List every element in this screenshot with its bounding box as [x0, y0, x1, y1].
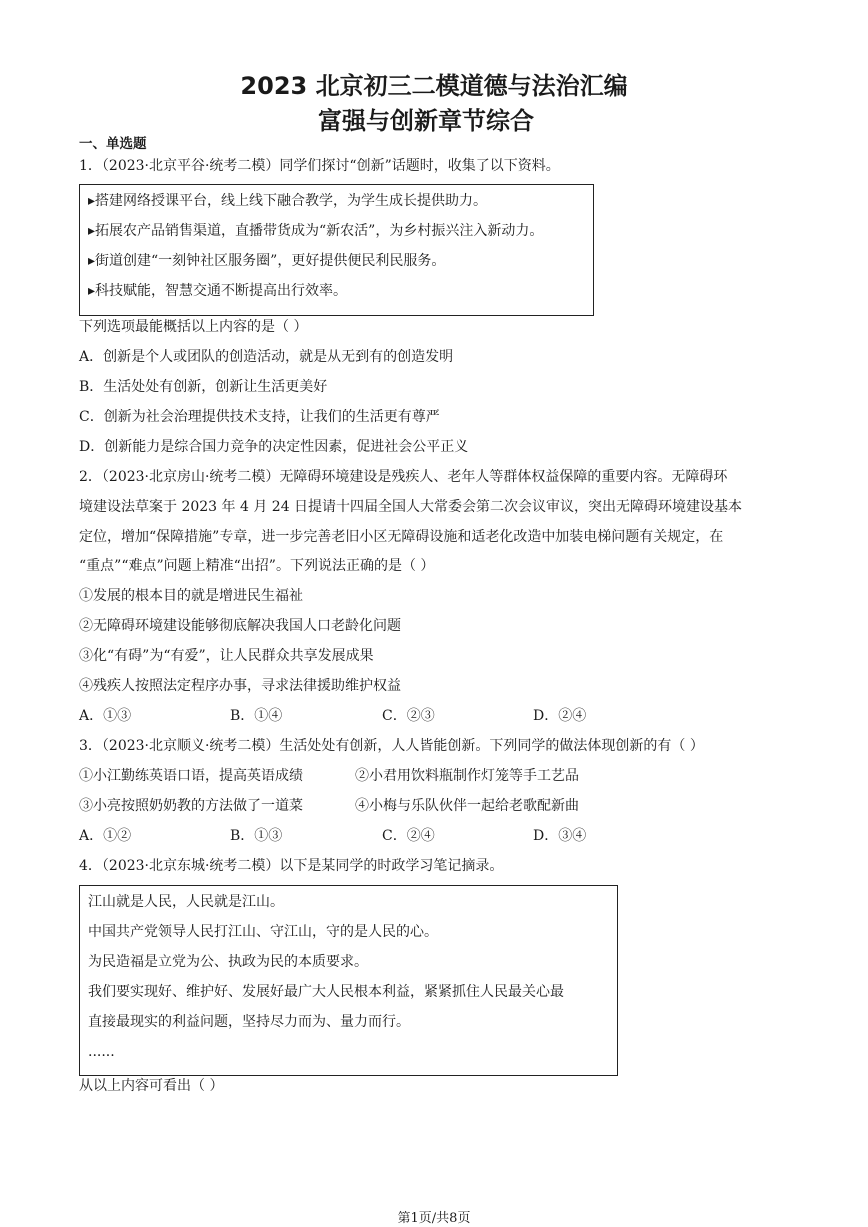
- question-1-stem: 1．（2023·北京平谷·统考二模）同学们探讨“创新”话题时，收集了以下资料。: [79, 158, 560, 174]
- question-2-item-3: ③化“有碍”为“有爱”，让人民群众共享发展成果: [79, 648, 374, 664]
- question-3-stem: 3．（2023·北京顺义·统考二模）生活处处有创新，人人皆能创新。下列同学的做法体现创新的有（ ）: [79, 738, 704, 754]
- question-1-option-d: D．创新能力是综合国力竞争的决定性因素，促进社会公平正义: [79, 439, 469, 455]
- question-1-option-a: A．创新是个人或团队的创造活动，就是从无到有的创造发明: [79, 349, 454, 365]
- note-line: 中国共产党领导人民打江山、守江山，守的是人民的心。: [88, 924, 438, 940]
- document-subtitle: 富强与创新章节综合: [318, 107, 534, 135]
- note-line: 为民造福是立党为公、执政为民的本质要求。: [88, 954, 368, 970]
- question-2-option-d: D．②④: [533, 708, 587, 724]
- question-1-option-b: B．生活处处有创新，创新让生活更美好: [79, 379, 328, 395]
- question-3-item-3: ③小亮按照奶奶教的方法做了一道菜: [79, 798, 303, 814]
- material-item: ▸街道创建“一刻钟社区服务圈”，更好提供便民利民服务。: [88, 253, 446, 269]
- question-2-option-c: C．②③: [382, 708, 435, 724]
- note-line: ......: [88, 1044, 115, 1060]
- question-3-item-4: ④小梅与乐队伙伴一起给老歌配新曲: [355, 798, 579, 814]
- material-item: ▸搭建网络授课平台，线上线下融合教学，为学生成长提供助力。: [88, 193, 488, 209]
- question-2-item-2: ②无障碍环境建设能够彻底解决我国人口老龄化问题: [79, 618, 401, 634]
- question-2-stem-line: 境建设法草案于 2023 年 4 月 24 日提请十四届全国人大常委会第二次会议审议，突出无障碍环境建设基本: [79, 499, 743, 515]
- question-2-stem-line: “重点”“难点”问题上精准“出招”。下列说法正确的是（ ）: [79, 558, 435, 574]
- question-3-option-c: C．②④: [382, 828, 435, 844]
- question-2-option-b: B．①④: [230, 708, 283, 724]
- question-4-notes-box: [79, 885, 618, 1076]
- material-item: ▸科技赋能，智慧交通不断提高出行效率。: [88, 283, 348, 299]
- question-1-option-c: C．创新为社会治理提供技术支持，让我们的生活更有尊严: [79, 409, 440, 425]
- question-3-item-2: ②小君用饮料瓶制作灯笼等手工艺品: [355, 768, 579, 784]
- material-item: ▸拓展农产品销售渠道，直播带货成为“新农活”，为乡村振兴注入新动力。: [88, 223, 544, 239]
- question-1-ask: 下列选项最能概括以上内容的是（ ）: [79, 319, 308, 335]
- question-4-stem: 4．（2023·北京东城·统考二模）以下是某同学的时政学习笔记摘录。: [79, 858, 504, 874]
- question-3-option-a: A．①②: [79, 828, 132, 844]
- document-title: 2023 北京初三二模道德与法治汇编: [240, 72, 628, 100]
- question-1-material-box: [79, 184, 594, 316]
- note-line: 我们要实现好、维护好、发展好最广大人民根本利益，紧紧抓住人民最关心最: [88, 984, 564, 1000]
- question-2-stem-line: 2．（2023·北京房山·统考二模）无障碍环境建设是残疾人、老年人等群体权益保障的重要内容。无障碍环: [79, 469, 728, 485]
- question-2-item-1: ①发展的根本目的就是增进民生福祉: [79, 588, 303, 604]
- note-line: 江山就是人民，人民就是江山。: [88, 894, 284, 910]
- page-number: 第1页/共8页: [397, 1211, 471, 1226]
- question-2-item-4: ④残疾人按照法定程序办事，寻求法律援助维护权益: [79, 678, 401, 694]
- question-3-option-b: B．①③: [230, 828, 283, 844]
- question-4-ask: 从以上内容可看出（ ）: [79, 1078, 224, 1094]
- question-3-item-1: ①小江勤练英语口语，提高英语成绩: [79, 768, 303, 784]
- question-3-option-d: D．③④: [533, 828, 587, 844]
- note-line: 直接最现实的利益问题，坚持尽力而为、量力而行。: [88, 1014, 410, 1030]
- section-heading: 一、单选题: [79, 136, 147, 152]
- question-2-stem-line: 定位，增加“保障措施”专章，进一步完善老旧小区无障碍设施和适老化改造中加装电梯问题有关规定，在: [79, 529, 724, 545]
- question-2-option-a: A．①③: [79, 708, 132, 724]
